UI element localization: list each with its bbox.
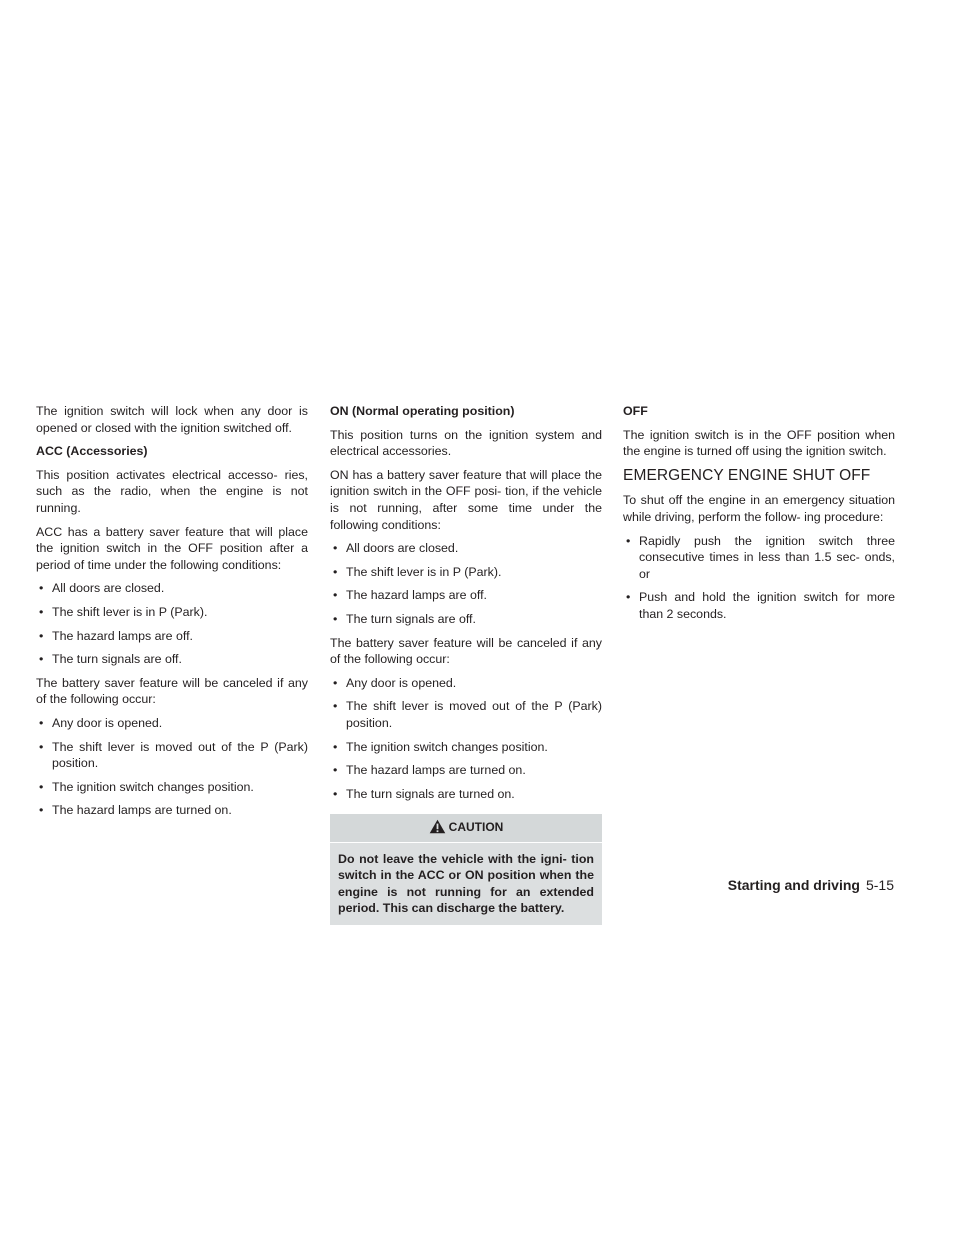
caution-label: CAUTION [448, 820, 504, 835]
paragraph-on-battery-saver: ON has a battery saver feature that will place the ignition switch in the OFF posi- tion, if the vehicle is not running, after some time under the following conditions: [330, 467, 602, 532]
heading-off: OFF [623, 404, 648, 418]
column-3 [623, 403, 895, 630]
list-item: • The shift lever is moved out of the P (Park) position. [330, 698, 602, 731]
list-item: • All doors are closed. [36, 580, 308, 597]
paragraph-emergency-procedure: To shut off the engine in an emergency situation while driving, perform the follow- ing procedure: [623, 493, 895, 524]
paragraph-acc-cancel: The battery saver feature will be canceled if any of the following occur: [36, 675, 308, 707]
list-item: • Push and hold the ignition switch for more than 2 seconds. [623, 589, 895, 622]
list-item: • Rapidly push the ignition switch three consecutive times in less than 1.5 sec- onds, or [623, 533, 895, 583]
list-item: • The shift lever is moved out of the P (Park) position. [36, 739, 308, 772]
emergency-procedure-list [623, 533, 895, 623]
list-item: • The hazard lamps are turned on. [330, 762, 602, 779]
warning-triangle-icon [429, 819, 446, 834]
paragraph-off-description: The ignition switch is in the OFF position when the engine is turned off using the ignition switch. [623, 427, 895, 459]
paragraph-on-cancel: The battery saver feature will be canceled if any of the following occur: [330, 635, 602, 667]
acc-saver-conditions-list [36, 580, 308, 667]
list-item: • All doors are closed. [330, 540, 602, 557]
page-number: 5-15 [865, 877, 894, 893]
list-item: • The hazard lamps are turned on. [36, 802, 308, 819]
paragraph-lock-note: The ignition switch will lock when any door is opened or closed with the ignition switched off. [36, 404, 308, 435]
list-item: • The turn signals are turned on. [330, 786, 602, 803]
list-item: • The ignition switch changes position. [36, 779, 308, 796]
section-heading-emergency-shut-off: EMERGENCY ENGINE SHUT OFF [623, 466, 871, 484]
caution-text: Do not leave the vehicle with the igni- tion switch in the ACC or ON position when the engine is not running for an extended period. This can discharge the battery. [338, 851, 594, 916]
list-item: • The turn signals are off. [330, 611, 602, 628]
paragraph-acc-description: This position activates electrical accesso- ries, such as the radio, when the engine is not running. [36, 467, 308, 515]
footer-section-title: Starting and driving [727, 877, 860, 893]
on-saver-conditions-list [330, 540, 602, 627]
list-item: • Any door is opened. [36, 715, 308, 732]
on-cancel-conditions-list [330, 675, 602, 803]
paragraph-on-description: This position turns on the ignition system and electrical accessories. [330, 427, 602, 459]
list-item: • Any door is opened. [330, 675, 602, 692]
list-item: • The ignition switch changes position. [330, 739, 602, 756]
list-item: • The hazard lamps are off. [330, 587, 602, 604]
heading-acc: ACC (Accessories) [36, 444, 148, 459]
paragraph-acc-battery-saver: ACC has a battery saver feature that will place the ignition switch in the OFF position after a period of time under the following conditions: [36, 524, 308, 572]
caution-box [330, 814, 602, 924]
heading-on: ON (Normal operating position) [330, 404, 515, 418]
acc-cancel-conditions-list [36, 715, 308, 819]
page-footer [728, 877, 894, 893]
list-item: • The turn signals are off. [36, 651, 308, 668]
list-item: • The hazard lamps are off. [36, 628, 308, 645]
list-item: • The shift lever is in P (Park). [36, 604, 308, 621]
column-2 [330, 403, 602, 925]
caution-header [330, 814, 602, 843]
column-1 [36, 403, 308, 826]
list-item: • The shift lever is in P (Park). [330, 564, 602, 581]
